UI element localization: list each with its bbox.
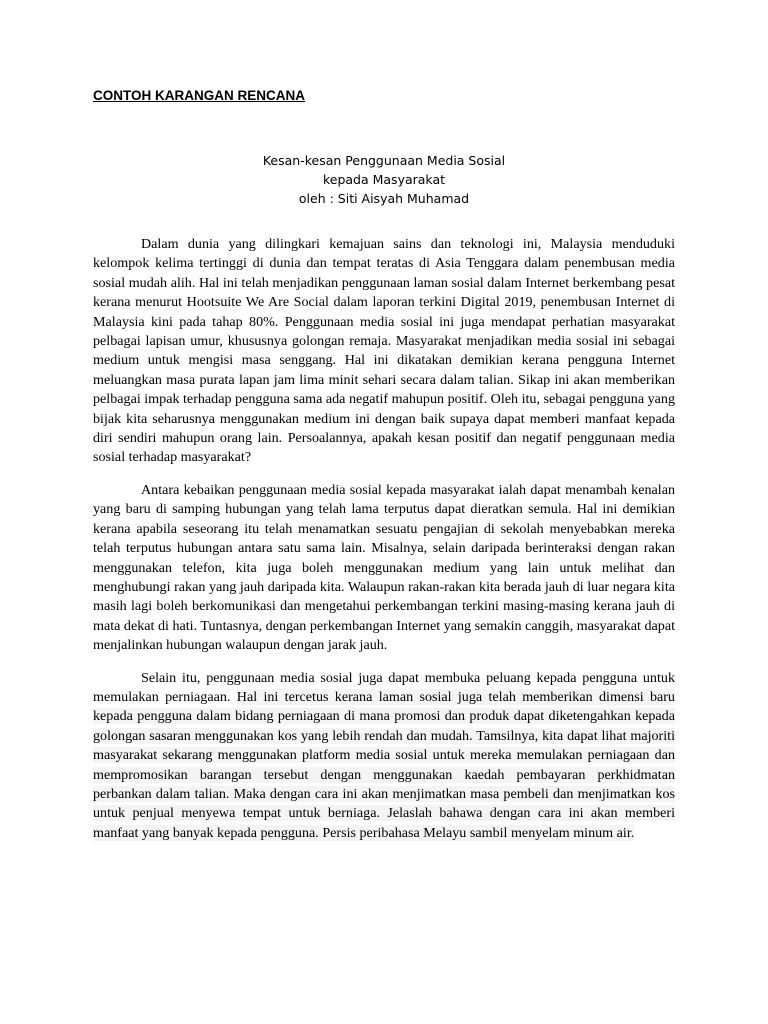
essay-title-block xyxy=(93,151,675,208)
paragraph-positive-relationships: Antara kebaikan penggunaan media sosial kepada masyarakat ialah dapat menambah kenalan yang baru di samping hubungan yang telah lama terputus dapat dieratkan semula. Hal ini demikian kerana apabila seseorang itu telah menamatkan sesuatu pengajian di sekolah menyebabkan mereka telah terputus hubungan antara satu sama lain. Misalnya, selain daripada berinteraksi dengan rakan menggunakan telefon, kita juga boleh menggunakan medium yang lain untuk melihat dan menghubungi rakan yang jauh daripada kita. Walaupun rakan-rakan kita berada jauh di luar negara kita masih lagi boleh berkomunikasi dan mengetahui perkembangan terkini masing-masing kerana jauh di mata dekat di hati. Tuntasnya, dengan perkembangan Internet yang semakin canggih, masyarakat dapat menjalinkan hubungan walaupun dengan jarak jauh. xyxy=(93,481,675,654)
paragraph-business-highlighted: Hal ini tercetus kerana laman sosial juga telah memberikan dimensi baru kepada pengguna dalam bidang perniagaan di mana promosi dan produk dapat diketengahkan kepada golongan sasaran menggunakan kos yang lebih rendah dan mudah. Tamsilnya, kita dapat lihat majoriti masyarakat sekarang menggunakan platform media sosial untuk mereka memulakan perniagaan dan mempromosikan barangan tersebut dengan menggunakan kaedah pembayaran perkhidmatan perbankan dalam talian. Maka dengan cara ini akan menjimatkan masa pembeli dan menjimatkan kos untuk penjual menyewa tempat untuk berniaga. Jelaslah bahawa dengan cara ini akan memberi manfaat yang banyak kepada pengguna. Persis peribahasa Melayu sambil menyelam minum air. xyxy=(93,688,675,841)
essay-body xyxy=(93,235,675,856)
paragraph-business-lead: Selain itu, penggunaan media sosial juga dapat membuka peluang kepada pengguna untuk memulakan perniagaan. xyxy=(93,669,675,705)
essay-author-line: oleh : Siti Aisyah Muhamad xyxy=(298,191,470,206)
essay-title-line-1: Kesan-kesan Penggunaan Media Sosial xyxy=(262,153,506,168)
paragraph-business-opportunity xyxy=(93,669,675,844)
paragraph-introduction: Dalam dunia yang dilingkari kemajuan sains dan teknologi ini, Malaysia menduduki kelompok kelima tertinggi di dunia dan tempat teratas di Asia Tenggara dalam penembusan media sosial mudah alih. Hal ini telah menjadikan penggunaan laman sosial dalam Internet berkembang pesat kerana menurut Hootsuite We Are Social dalam laporan terkini Digital 2019, penembusan Internet di Malaysia kini pada tahap 80%. Penggunaan media sosial ini juga mendapat perhatian masyarakat pelbagai lapisan umur, khususnya golongan remaja. Masyarakat menjadikan media sosial ini sebagai medium untuk mengisi masa senggang. Hal ini dikatakan demikian kerana pengguna Internet meluangkan masa purata lapan jam lima minit sehari secara dalam talian. Sikap ini akan memberikan pelbagai impak terhadap pengguna sama ada negatif mahupun positif. Oleh itu, sebagai pengguna yang bijak kita seharusnya menggunakan medium ini dengan baik supaya dapat memberi manfaat kepada diri sendiri mahupun orang lain. Persoalannya, apakah kesan positif dan negatif penggunaan media sosial terhadap masyarakat? xyxy=(93,236,675,466)
essay-title-line-2: kepada Masyarakat xyxy=(322,172,446,187)
document-heading: CONTOH KARANGAN RENCANA xyxy=(93,88,305,103)
